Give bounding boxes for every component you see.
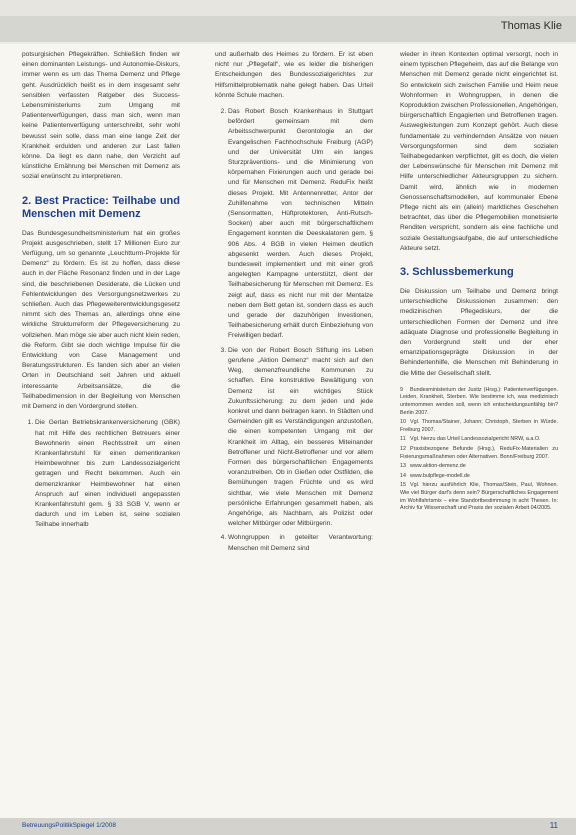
section-heading-best-practice: 2. Best Practice: Teilhabe und Menschen mit Demenz: [22, 194, 180, 220]
footnote: 14 www.bulpflege-modell.de: [400, 472, 470, 479]
paragraph: Das Bundesgesundheitsministerium hat ein großes Projekt ausgeschrieben, stellt 17 Millionen Euro zur Verfügung, um so genannte „Leuchtturm-Projekte für Demenz“ zu fördern. Es ist zu hoffen, dass diese auch in der Fläche Resonanz finden und in der Lage sind, die beschriebenen Desiderate, die Lücken und Fehlentwicklungen des Versorgungsnetzwerkes zu schließen. Auch das Pflegeweiterentwicklungsgesetz nimmt sich des Themas an, allerdings ohne eine wirkliche Strukturreform der Pflegeversicherung zu vollziehen. Man möge sie aber auch nicht klein reden, die Reform. Gibt sie doch wichtige Impulse für die Entwicklung von Case Management und Beratungsstrukturen. Es fanden sich aber an vielen Orten in Deutschland seit Jahren und aktuell interessante Arbeitsansätze, die die Teilhabedimension in der Begleitung von Menschen mit Demenz in den Vordergrund stellen.: [22, 229, 180, 411]
column-middle: [215, 50, 373, 558]
footnote: 15 Vgl. hierzu ausführlich Klie, Thomas/Stein, Paul, Wohnen. Wie viel Bürger darf's denn sein? Bürgerschaftliches Engagement im Wohlfahrtsmix – eine Standortbestimmung in acht Thesen. In: Archiv für Wissenschaft und Praxis der sozialen Arbeit 04/2005.: [400, 482, 558, 512]
footnote: 10 Vgl. Thomas/Stainer, Johann; Christoph, Sterben in Würde. Freiburg 2007.: [400, 419, 558, 433]
list-item: 4. Wohngruppen in geteilter Verantwortung: Menschen mit Demenz sind: [228, 533, 373, 553]
header-author: Thomas Klie: [500, 20, 562, 32]
footnote: 11 Vgl. hierzu das Urteil Landessozialgericht NRW, a.a.O.: [400, 436, 541, 443]
paragraph: potsurgisichen Pflegekräften. Schließlich finden wir einen dominanten Leistungs- und Autonomie-Diskurs, immer wenn es um das Thema Demenz und Pflege geht. Ausdrücklich heißt es in dem insgesamt sehr sensiblen verfassten Ratgeber des Success-Lebensministeriums zum Umgang mit Patientenverfügungen, dass man sich, wenn man keine Patientenverfügung unterschreibt, sehr wohl bewusst sein solle, dass man eine lange Zeit der Krankheit erdulden und anderen zur Last fallen könne. Da liegt es dann nahe, den Verzicht auf künstliche Ernährung bei Menschen mit Demenz als sozial erwünscht zu interpretieren.: [22, 51, 180, 181]
paragraph: Die Diskussion um Teilhabe und Demenz bringt unterschiedliche Diskussionen zusammen: den medizinischen Pflegediskurs, der die unterschiedlichen Formen der Demenz und ihre adäquate Diagnose und professionelle Begleitung in den Vordergrund stellt und der eher emanzipationsgeprägte Diskussion in der Behindertenhilfe, die Menschen mit Behinderung in die Mitte der Gesellschaft stellt.: [400, 288, 558, 377]
header-divider: [0, 42, 576, 44]
footnote: 12 Praxisbezogene Befunde (Hrsg.), ReduFix-Materialien zu Fixierungsmaßnahmen oder Alternativen. Bonn/Freiburg 2007.: [400, 446, 558, 460]
paragraph: wieder in ihren Kontexten optimal versorgt, noch in einem typischen Pflegeheim, das auf die Belange von Menschen mit Demenz gerade nicht eingerichtet ist. So entwickeln sich zwischen Familie und Heim neue Wohnformen in Wohngruppen, in denen die Koproduktion zwischen Professionellen, Angehörigen, bürgerschaftlich Engagierten und Betroffenen tragen. Auswegleistungen zum Konzept gehört. Auch diese fundamentale zu verhindernden Ansätze von neuen Versorgungsformen sind dem sozialen Teilhabegedanken verpflichtet, gilt es doch, die vielen der Lebenswünsche für Menschen mit Demenz mit Hilfe unterschiedlicher Akteursgruppen zu sichern. Damit wird, ähnlich wie in modernen Genossenschaftsmodellen, auf kommunaler Ebene Pflege nicht als ein (allein) marktliches Geschehen betrachtet, das über die Pflegemobilien monetisierte Renditen verspricht, sondern als eine fachliche und soziale Gestaltungsaufgabe, die auf unterschiedliche Akteure setzt.: [400, 51, 558, 252]
list-item: 3. Die von der Robert Bosch Stiftung ins Leben gerufene „Aktion Demenz“ macht sich auf den Weg, demenzfreundliche Kommunen zu schaffen. Eine konstruktive Bewältigung von Demenz ist ein wichtiges Stück Zukunftssicherung: zu dem jeden und jede konkret und dann beitragen kann. In Städten und Gemeinden gilt es Verständigungen anzustoßen, die einen kompetenten Umgang mit der Krankheit im Alltag, ein besseres Miteinander Betroffener und Nicht-Betroffener und vor allem Formen des bürgerschaftlichen Engagements voranzutreiben. Ob in Gießen oder Ostfilden, die Bemühungen tragen Früchte und es wird sichtbar, wie viele Menschen mit Demenz persönliche Erfahrungen gesammelt haben, als Angehörige, als Nachbarn, als Polizist oder welcher Mitbürger oder Mitbürgerin.: [228, 346, 373, 530]
footer-journal: BetreuungsPolitikSpiegel 1/2008: [22, 822, 116, 829]
top-band: [0, 0, 576, 16]
paragraph: und außerhalb des Heimes zu fördern. Er ist eben nicht nur „Pflegefall“, wie es leider die bisherigen Entscheidungen des Bundessozialgerichtes zur Hilfsmittelproblematik nahe gelegt haben. Das Urteil könnte Schule machen.: [215, 51, 373, 99]
numbered-list: [22, 418, 180, 530]
numbered-list: [215, 107, 373, 554]
footnote: 13 www.aktion-demenz.de: [400, 463, 466, 470]
section-heading-schlussbemerkung: 3. Schlussbemerkung: [400, 266, 514, 279]
footnote: 9 Bundesministerium der Justiz (Hrsg.): Patientenverfügungen. Leiden, Krankheit, Sterben. Wie bestimme ich, was medizinisch unternommen werden soll, wenn ich entscheidungsunfähig bin? Berlin 2007.: [400, 386, 558, 416]
list-item: 1. Die Gerlan Betriebskrankenversicherung (GBK) hat mit Hilfe des rechtlichen Betreuers einer Bewohnerin einen Rechtsstreit um einen Krankenfahrstuhl für einen dementkranken Heimbewohner bis zum Landessozialgericht getragen und Recht bekommen. Auch ein demenzkranker Heimbewohner hat einen Anspruch auf einen individuell angepassten Krankenfahrstuhl gem. § 33 SGB V, wenn er dadurch und im Leben ist, seine sozialen Teilhabe innerhalb: [35, 418, 180, 530]
page-number: 11: [549, 821, 558, 830]
footnotes: [400, 387, 558, 513]
column-left: [22, 50, 180, 535]
header-bar: [0, 16, 576, 42]
list-item: 2. Das Robert Bosch Krankenhaus in Stuttgart befördert gemeinsam mit dem Arbeitsschwerpunkt Gerontologie an der Evangelischen Fachhochschule Freiburg (AGP) und der Universität Ulm ein langes Sturzpräventions- und die Minimierung von körpernahen Fixierungen auch und gerade bei und für Menschen mit Demenz. ReduFix heißt dieses Projekt. Mit Antennenretter, Antor der Zuhilfenahme von technischen Mitteln (Sensormatten, Hüftprotektoren, Anti-Rutsch-Socken) aber auch mit bürgerschaftlichem Engagement konnten die Deeskalatoren gem. § 906 Abs. 4 BGB in vielen Heimen deutlich abgesenkt werden. Auch dieses Projekt, bundesweit implementiert und mit einer groß angelegten Kampagne unterstützt, dient der Teilhabesicherung für Menschen mit Demenz. Es zeigt auf, dass es nicht nur mit der Mentalze neben dem Bett getan ist, sondern dass es auch und gerade der dazuhörigen Investionen, Teilhabesicherung erhält durch Einbeziehung von Freiwilligen bedarf.: [228, 107, 373, 342]
column-right: [400, 50, 558, 518]
